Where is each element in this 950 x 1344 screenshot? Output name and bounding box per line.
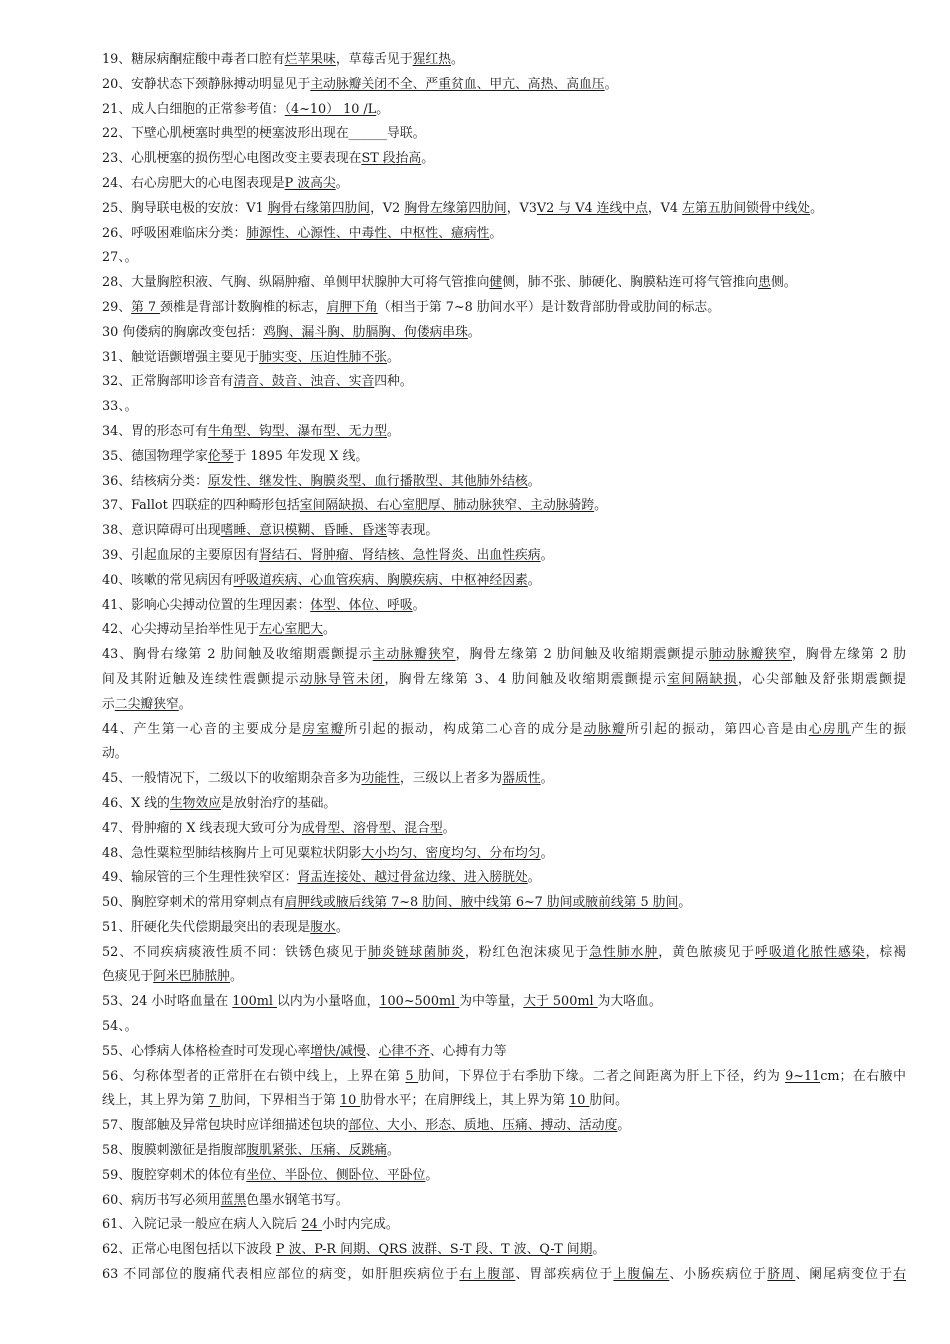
question-text: ，胸骨左缘第 3、4 肋间触及收缩期震颤提示 — [384, 671, 668, 687]
text-line — [102, 594, 906, 619]
question-text: 侧，肺不张、肺硬化、胸膜粘连可将气管推向 — [502, 275, 759, 291]
text-line — [102, 1189, 906, 1214]
answer-text: 部位、大小、形态、质地、压痛、搏动、活动度 — [348, 1118, 618, 1134]
question-text: 。 — [592, 1242, 606, 1258]
text-line — [102, 271, 906, 296]
text-line — [102, 941, 906, 966]
question-text: 22、下壁心肌梗塞时典型的梗塞波形出现在 — [102, 126, 349, 142]
answer-text: 肺动脉瓣狭窄 — [708, 647, 792, 663]
question-text: 。 — [387, 1143, 400, 1159]
question-text: 23、心肌梗塞的损伤型心电图改变主要表现在 — [102, 151, 362, 167]
answer-text: （4~10） 10 /L — [284, 101, 377, 117]
question-text: 、阑尾病变位于 — [795, 1267, 894, 1283]
question-text: 19、糖尿病酮症酸中毒者口腔有 — [102, 52, 285, 67]
answer-text: 生物效应 — [169, 795, 222, 811]
answer-text: 嗜睡、意识模糊、昏睡、昏迷 — [220, 523, 388, 539]
text-line — [102, 445, 906, 470]
question-text: 。 — [540, 547, 554, 563]
question-text: 46、X 线的 — [102, 795, 170, 811]
question-text: 是放射治疗的基础。 — [221, 795, 337, 811]
answer-text: 左第五肋间锁骨中线处 — [682, 200, 811, 216]
text-line — [102, 296, 906, 321]
answer-text: 大小均匀、密度均匀、分布均匀 — [361, 845, 541, 861]
answer-text: 肺源性、心源性、中毒性、中枢性、癔病性 — [246, 225, 490, 241]
text-line — [102, 197, 906, 222]
answer-text: 鸡胸、漏斗胸、肋膈胸、佝偻病串珠 — [263, 324, 468, 340]
answer-text: 100ml — [232, 994, 278, 1010]
answer-text: 右 — [893, 1267, 906, 1283]
question-text: 50、胸腔穿刺术的常用穿刺点有 — [102, 895, 285, 911]
text-line — [102, 742, 906, 767]
answer-text: 蓝黑 — [220, 1192, 247, 1208]
text-line — [102, 767, 906, 792]
text-line — [102, 1213, 906, 1238]
text-line — [102, 842, 906, 867]
question-text: 。 — [604, 76, 618, 92]
text-line — [102, 420, 906, 445]
answer-text: 呼吸道疾病、心血管疾病、胸膜疾病、中枢神经因素 — [233, 572, 528, 588]
question-text: 。 — [527, 870, 541, 886]
question-text: 35、德国物理学家 — [102, 448, 208, 464]
question-text: 。 — [442, 820, 456, 836]
question-text: 40、咳嗽的常见病因有 — [102, 572, 234, 588]
question-text: 55、心悸病人体格检查时可发现心率 — [102, 1043, 311, 1059]
text-line — [102, 98, 906, 123]
question-text: 28、大量胸腔积液、气胸、纵隔肿瘤、单侧甲状腺肿大可将气管推向 — [102, 275, 490, 291]
answer-text: 右上腹部 — [459, 1267, 516, 1283]
question-text: 。 — [467, 324, 481, 340]
text-line — [102, 1089, 906, 1114]
text-line — [102, 73, 906, 98]
text-line — [102, 222, 906, 247]
text-line — [102, 519, 906, 544]
text-line — [102, 718, 906, 743]
question-text: ，草莓舌见于 — [335, 52, 413, 67]
answer-text: 10 — [569, 1093, 590, 1109]
question-text: ，V4 — [647, 200, 683, 216]
text-line — [102, 370, 906, 395]
answer-text: ST 段抬高 — [361, 151, 422, 167]
answer-text: 腹水 — [310, 919, 336, 935]
question-text: 。 — [178, 696, 192, 712]
question-text: ，胸骨左缘第 2 肋间触及收缩期震颤提示 — [455, 647, 709, 663]
answer-text: 伦琴 — [207, 448, 234, 464]
text-line — [102, 1114, 906, 1139]
answer-text: 左心室肥大 — [259, 622, 324, 638]
answer-text: 第 7 — [131, 299, 161, 315]
question-text: 色墨水钢笔书写。 — [246, 1192, 349, 1208]
question-text: ，心尖部触及舒张期震颤提 — [737, 671, 906, 687]
text-line — [102, 147, 906, 172]
question-text: 54、。 — [102, 1019, 138, 1035]
answer-text: 增快/减慢 — [310, 1043, 366, 1059]
answer-text: 主动脉瓣关闭不全、严重贫血、甲亢、高热、高血压 — [310, 76, 605, 92]
answer-text: 肺炎链球菌肺炎 — [368, 944, 465, 960]
text-line — [102, 965, 906, 990]
answer-text: 5 — [405, 1068, 419, 1084]
question-text: 。 — [376, 101, 390, 117]
question-text: 61、入院记录一般应在病人入院后 — [102, 1217, 302, 1233]
answer-text: 房室瓣 — [302, 721, 345, 737]
question-text: 39、引起血尿的主要原因有 — [102, 547, 260, 563]
text-line — [102, 866, 906, 891]
question-text: 。 — [387, 423, 400, 439]
question-text: 41、影响心尖搏动位置的生理因素： — [102, 597, 311, 613]
question-text: ，粉红色泡沫痰见于 — [464, 944, 590, 960]
answer-text: 肾结石、肾肿瘤、肾结核、急性肾炎、出血性疾病 — [259, 547, 541, 563]
answer-text: 室间隔缺损、右心室肥厚、肺动脉狭窄、主动脉骑跨 — [299, 498, 595, 514]
answer-text: 清音、鼓音、浊音、实音 — [233, 374, 375, 390]
question-text: 肋间，下界位于右季肋下缘。二者之间距离为肝上下径，约为 — [418, 1068, 786, 1084]
answer-text: 室间隔缺损 — [667, 671, 738, 687]
question-text: 29、 — [102, 299, 132, 315]
text-line — [102, 346, 906, 371]
answer-text: 阿米巴肺脓肿 — [153, 969, 230, 985]
question-text: 示 — [102, 696, 115, 712]
question-text: 53、24 小时咯血量在 — [102, 994, 233, 1010]
answer-text: 腹肌紧张、压痛、反跳痛 — [246, 1143, 388, 1159]
question-text: 为中等量， — [459, 994, 524, 1010]
question-text: 导联。 — [387, 126, 426, 142]
question-text: 49、输尿管的三个生理性狭窄区： — [102, 870, 298, 886]
text-line — [102, 494, 906, 519]
answer-text: 牛角型、钩型、瀑布型、无力型 — [207, 423, 388, 439]
question-text: 。 — [540, 845, 554, 861]
text-line — [102, 48, 906, 73]
question-text: ，胸骨左缘第 2 肋 — [791, 647, 906, 663]
text-line — [102, 1139, 906, 1164]
answer-text: 主动脉瓣狭窄 — [372, 647, 456, 663]
question-text: 。 — [678, 895, 692, 911]
question-text: 色痰见于 — [102, 969, 154, 985]
question-text: 所引起的振动，构成第二心音的成分是 — [344, 721, 584, 737]
question-text: 、小肠疾病位于 — [669, 1267, 768, 1283]
text-line — [102, 470, 906, 495]
question-text: 56、匀称体型者的正常肝在右锁中线上，上界在第 — [102, 1068, 406, 1084]
question-text: 。 — [425, 1167, 439, 1183]
text-line — [102, 792, 906, 817]
question-text: 62、正常心电图包括以下波段 — [102, 1242, 276, 1258]
question-text: 。 — [540, 771, 554, 787]
text-line — [102, 990, 906, 1015]
answer-text: 上腹偏左 — [613, 1267, 670, 1283]
text-line — [102, 817, 906, 842]
answer-text: 猩红热 — [412, 52, 452, 67]
answer-text: 24 — [301, 1217, 322, 1233]
question-text: 58、腹膜刺激征是指腹部 — [102, 1143, 247, 1159]
question-text: ，V2 — [370, 200, 405, 216]
answer-text: 7 — [208, 1093, 221, 1109]
answer-text: 体型、体位、呼吸 — [310, 597, 413, 613]
answer-text: 胸骨左缘第四肋间 — [404, 200, 507, 216]
question-text: 所引起的振动，第四心音是由 — [625, 721, 809, 737]
question-text: 37、Fallot 四联症的四种畸形包括 — [102, 498, 300, 514]
question-text: 63 不同部位的腹痛代表相应部位的病变，如肝胆疾病位于 — [102, 1267, 460, 1283]
answer-text: 肺实变、压迫性肺不张 — [259, 349, 388, 365]
text-line — [102, 693, 906, 718]
question-text: 。 — [335, 919, 349, 935]
text-line — [102, 668, 906, 693]
question-text: 43、胸骨右缘第 2 肋间触及收缩期震颤提示 — [102, 647, 373, 663]
question-text: ______ — [348, 126, 388, 142]
question-text: 44、产生第一心音的主要成分是 — [102, 721, 303, 737]
text-line — [102, 1164, 906, 1189]
question-text: 31、触觉语颤增强主要见于 — [102, 349, 260, 365]
question-text: 。 — [594, 498, 607, 514]
question-text: 20、安静状态下颈静脉搏动明显见于 — [102, 76, 311, 92]
answer-text: 烂苹果味 — [284, 52, 336, 67]
text-line — [102, 916, 906, 941]
answer-text: 脐周 — [767, 1267, 796, 1283]
question-text: 。 — [527, 473, 541, 489]
question-text: ，三级以上者多为 — [399, 771, 503, 787]
answer-text: 100~500ml — [379, 994, 460, 1010]
answer-text: 原发性、继发性、胸膜炎型、血行播散型、其他肺外结核 — [207, 473, 528, 489]
question-text: 于 1895 年发现 X 线。 — [233, 448, 369, 464]
question-text: 以内为小量咯血， — [277, 994, 380, 1010]
answer-text: 胸骨右缘第四肋间 — [267, 200, 371, 216]
question-text: 27、。 — [102, 250, 138, 266]
question-text: 。 — [387, 349, 400, 365]
answer-text: 9~11 — [785, 1068, 821, 1084]
answer-text: 肩胛线或腋后线第 7~8 肋间、腋中线第 6~7 肋间或腋前线第 5 肋间 — [284, 895, 679, 911]
answer-text: V2 与 V4 连线中点 — [536, 200, 648, 216]
question-text: 45、一般情况下，二级以下的收缩期杂音多为 — [102, 771, 362, 787]
question-text: ，棕褐 — [865, 944, 906, 960]
answer-text: 功能性 — [361, 771, 400, 787]
question-text: 42、心尖搏动呈抬举性见于 — [102, 622, 260, 638]
question-text: 52、不同疾病痰液性质不同：铁锈色痰见于 — [102, 944, 369, 960]
answer-text: 心房肌 — [808, 721, 852, 737]
question-text: 48、急性粟粒型肺结核胸片上可见粟粒状阴影 — [102, 845, 362, 861]
question-text: 。 — [527, 572, 541, 588]
question-text: 24、右心房肥大的心电图表现是 — [102, 175, 285, 191]
question-text: 四种。 — [374, 374, 413, 390]
question-text: 。 — [451, 52, 464, 67]
text-line — [102, 569, 906, 594]
answer-text: 肾盂连接处、越过骨盆边缘、进入膀胱处 — [297, 870, 528, 886]
text-line — [102, 1040, 906, 1065]
text-line — [102, 891, 906, 916]
question-text: 57、腹部触及异常包块时应详细描述包块的 — [102, 1118, 349, 1134]
question-text: 32、正常胸部叩诊音有 — [102, 374, 234, 390]
text-line — [102, 618, 906, 643]
question-text: 36、结核病分类： — [102, 473, 208, 489]
answer-text: 大于 500ml — [523, 994, 598, 1010]
text-line — [102, 172, 906, 197]
text-line — [102, 1238, 906, 1263]
answer-text: 健 — [489, 275, 503, 291]
answer-text: 动脉导管未闭 — [299, 671, 385, 687]
answer-text: 心律不齐 — [378, 1043, 430, 1059]
question-text: cm；在右腋中 — [820, 1068, 906, 1084]
question-text: 。 — [229, 969, 243, 985]
question-text: 间及其附近触及连续性震颤提示 — [102, 671, 300, 687]
question-text: 59、腹腔穿刺术的体位有 — [102, 1167, 247, 1183]
question-text: 。 — [489, 225, 503, 241]
answer-text: 急性肺水肿 — [589, 944, 659, 960]
question-text: 颈椎是背部计数胸椎的标志， — [160, 299, 327, 315]
question-text: 肋间。 — [589, 1093, 628, 1109]
text-line — [102, 321, 906, 346]
question-text: 60、病历书写必须用 — [102, 1192, 221, 1208]
answer-text: 肩胛下角 — [326, 299, 378, 315]
question-text: 为大咯血。 — [597, 994, 662, 1010]
question-text: 等表现。 — [387, 523, 439, 539]
question-text: 。 — [617, 1118, 631, 1134]
question-text: 30 佝偻病的胸廓改变包括： — [102, 324, 264, 340]
question-text: 38、意识障碍可出现 — [102, 523, 221, 539]
question-text: 51、肝硬化失代偿期最突出的表现是 — [102, 919, 311, 935]
question-text: 。 — [810, 200, 823, 216]
question-text: 。 — [412, 597, 426, 613]
question-text: 25、胸导联电极的安放：V1 — [102, 200, 268, 216]
answer-text: P 波高尖 — [284, 175, 336, 191]
question-text: 。 — [421, 151, 434, 167]
question-text: 26、呼吸困难临床分类： — [102, 225, 247, 241]
text-line — [102, 1015, 906, 1040]
question-text: 33、。 — [102, 399, 138, 415]
question-text: （相当于第 7~8 肋间水平）是计数背部肋骨或肋间的标志。 — [377, 299, 720, 315]
question-text: 、心搏有力等 — [429, 1043, 507, 1059]
answer-text: P 波、P-R 间期、QRS 波群、S-T 段、T 波、Q-T 间期 — [275, 1242, 593, 1258]
question-text: 。 — [323, 622, 336, 638]
question-text: 。 — [335, 175, 349, 191]
question-text: 、胃部疾病位于 — [515, 1267, 614, 1283]
question-text: 肋骨水平；在肩胛线上，其上界为第 — [360, 1093, 570, 1109]
text-line — [102, 122, 906, 147]
answer-text: 成骨型、溶骨型、混合型 — [301, 820, 443, 836]
answer-text: 10 — [339, 1093, 361, 1109]
question-text: 小时内完成。 — [321, 1217, 399, 1233]
question-text: 产生的振 — [851, 721, 906, 737]
question-text: 47、骨肿瘤的 X 线表现大致可分为 — [102, 820, 302, 836]
text-line — [102, 395, 906, 420]
text-line — [102, 643, 906, 668]
question-text: ，V3 — [506, 200, 537, 216]
question-text: ，黄色脓痰见于 — [658, 944, 756, 960]
question-text: 、 — [365, 1043, 379, 1059]
question-text: 线上，其上界为第 — [102, 1093, 209, 1109]
answer-text: 器质性 — [502, 771, 541, 787]
text-line — [102, 1263, 906, 1288]
answer-text: 坐位、半卧位、侧卧位、平卧位 — [246, 1167, 426, 1183]
answer-text: 动脉瓣 — [583, 721, 626, 737]
question-text: 肋间，下界相当于第 — [220, 1093, 340, 1109]
answer-text: 患 — [758, 275, 771, 291]
question-text: 动。 — [102, 746, 128, 762]
question-text: 侧。 — [770, 275, 797, 291]
answer-text: 二尖瓣狭窄 — [114, 696, 179, 712]
text-line — [102, 1065, 906, 1090]
question-text: 34、胃的形态可有 — [102, 423, 208, 439]
text-line — [102, 246, 906, 271]
answer-text: 呼吸道化脓性感染 — [755, 944, 866, 960]
question-text: 21、成人白细胞的正常参考值： — [102, 101, 285, 117]
text-line — [102, 544, 906, 569]
